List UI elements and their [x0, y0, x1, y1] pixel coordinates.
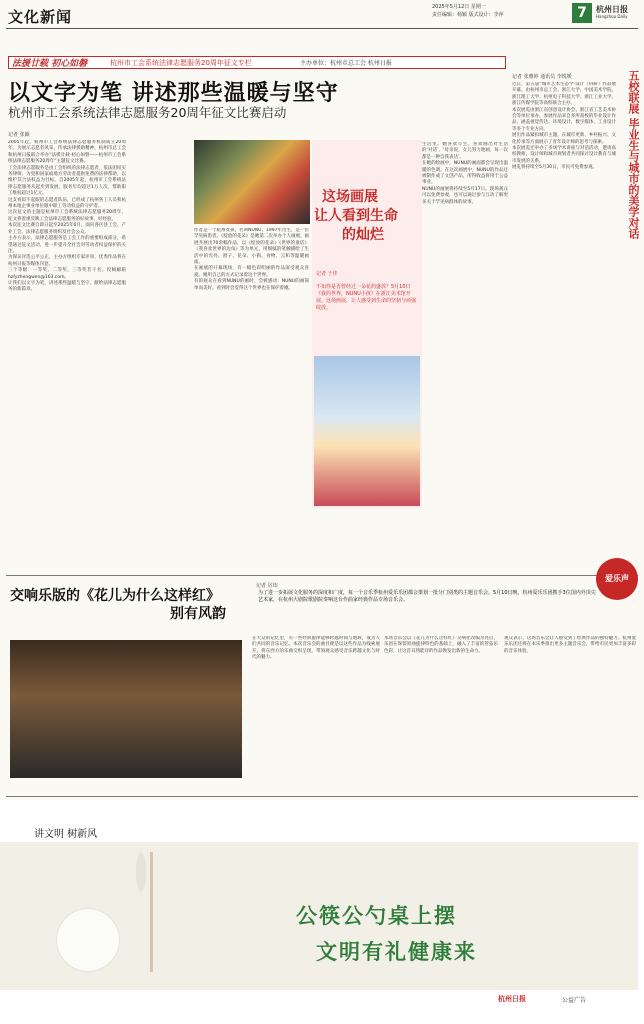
exhibition-intro: 不知你是否曾经过一朵花的盛放？5月10日《我的世界，NUNU小孩》在浙江美术馆开展。这场画展，让人感受到生命的坚韧与顽强绽放。	[316, 284, 417, 311]
editor-line: 责任编辑：杨颖 版式设计：李萍	[432, 12, 504, 18]
main-headline: 以文字为笔 讲述那些温暖与坚守	[8, 81, 339, 106]
plate-icon	[56, 908, 120, 972]
ad-divider	[6, 796, 638, 797]
lead-paragraph: 主办方表示，法律志愿服务是工会工作的重要组成部分，希望通过征文活动，进一步提升全社会对劳动者权益保护的关注。	[8, 236, 126, 254]
lead-article-body	[8, 140, 126, 506]
exhibition-paragraph: NUNU的画展将持续至5月17日。现场观众可以免费参观，也可以通过参与互动了解更多关于罕见病群体的故事。	[422, 186, 508, 205]
lead-paragraph: 这支看似不起眼的志愿者队伍，已经成了杭州各工人员和杭州本地企事业单位眼中职工劳动权益的守护者。	[8, 197, 126, 210]
concert-byline: 记者 厉玮	[256, 583, 278, 589]
lead-paragraph: 本次征文比赛自即日起至2025年6月，面向各区县工会、产业工会、法律志愿服务组织及社会公众。	[8, 223, 126, 235]
ad-footer-paper: 杭州日报	[498, 994, 526, 1003]
lead-paragraph: 三个等级：一等奖、二等奖、三等奖若干名。投稿邮箱hzfyzhengwen@163.com。	[8, 268, 126, 280]
sub-headline: 杭州市工会系统法律志愿服务20周年征文比赛启动	[8, 105, 287, 120]
ad-slogan-line1: 公筷公勺桌上摆	[296, 903, 457, 928]
lead-paragraph: 这次征文的主题是杭州市工会系统法律志愿服务20周年，征文将着重反映工会法律志愿服务的好故事、好经验。	[8, 210, 126, 222]
right-article-body	[512, 82, 616, 592]
concert-title-line1: 交响乐版的《花儿为什么这样红》	[10, 588, 220, 604]
spoon-icon	[136, 852, 146, 892]
lead-paragraph: 工会法律志愿服务是由工会组织的法律志愿者，依法团结实务律师，为党和国家或地方劳动者提供免费的法律帮助，以维护其合法权益为目标。自2005年起，杭州市工会系统法律志愿服务从起步到发展，服务年均超过1万人次，帮助职工维权超过1亿元。	[8, 165, 126, 197]
banner-slogan: 法援廿载 初心如磐	[12, 59, 88, 69]
right-paragraph: 展览将持续至5月30日，市民可免费参观。	[512, 165, 598, 171]
exhibition-paragraph: 生活里。她喜欢写生，喜欢画出对生活的‘对话’，‘母亲说，女儿努力地画，每一次都是一种自我表达’。	[422, 142, 508, 160]
exhibition-paragraph: 在她的绘画中，NUNU的画面都会呈现出温暖的色调。在这次画展中，NUNU的作品还被制作成了文创产品，所得收益将用于公益事业。	[422, 161, 508, 186]
lead-byline: 记者 张颖	[8, 132, 30, 138]
concert-body-col1	[252, 636, 380, 776]
section-title: 文化新闻	[8, 8, 73, 26]
ad-slogan-line2: 文明有礼健康来	[316, 939, 477, 964]
flower-painting-photo	[194, 140, 310, 224]
exhibition-body-right	[422, 142, 508, 508]
page-number-badge: 7	[572, 3, 592, 23]
concert-paragraph: 本场音乐会以《花儿为什么这样红》交响化改编为亮点，乐团在保留原曲旋律特色的基础上，融入了丰富的管弦乐色彩，让这首耳熟能详的作品焕发出新的生命力。	[384, 636, 498, 654]
exhibition-title-line3: 的灿烂	[342, 227, 384, 243]
exhibition-photo	[314, 356, 420, 506]
concert-title-line2: 别有风韵	[170, 606, 226, 622]
exhibition-byline: 记者 于佳	[316, 271, 338, 277]
top-rule	[6, 28, 638, 29]
concert-body-col2	[384, 636, 498, 776]
right-paragraph: 近日，第五届“城市艺术生态学·设计（科研）作品展开幕。由杭州市总工会、浙江大学、中国美术学院、浙江理工大学、杭州电子科技大学、浙江工业大学、浙江传媒学院等高校联合主办。	[512, 82, 616, 107]
lead-paragraph: 为保证评选公平公正，主办方组织专家评审，优秀作品将在杭州日报等媒体刊登。	[8, 255, 126, 267]
concert-column-badge: 爱乐声	[596, 558, 638, 600]
right-article-byline: 记者 张雅婷 通讯员 李锐媛	[512, 74, 572, 80]
lead-paragraph: 2005年起，杭州市工会系统法律志愿服务机制成立20周年。为展示志愿者风采，传承法律援助精神，杭州市总工会和杭州日报联合举办“法援廿载·初心如磐——杭州市工会系统法律志愿服务20周年”主题征文比赛。	[8, 140, 126, 165]
lead-paragraph: 让我们以文字为笔，讲述那些温暖与坚守，献给法律志愿服务的新篇章。	[8, 280, 126, 293]
paper-name: 杭州日报	[596, 4, 628, 14]
masthead-bar	[0, 0, 644, 30]
date-line: 2025年5月12日 星期一	[432, 4, 486, 10]
concert-paragraph: 观众表示，这场音乐会让人感受到了经典作品的独特魅力。杭州爱乐乐团还将在本乐季推出更多主题音乐会，带给市民更加丰富多彩的音乐体验。	[504, 636, 636, 654]
exhibition-title-line1: 这场画展	[322, 189, 378, 205]
exhibition-title-line2: 让人看到生命	[314, 208, 398, 224]
exhibition-paragraph: 有的观众在看到NUNU的画时，会被感动：NUNU的画简单而美好。看到时会觉得这个世界也在保护着她。	[194, 279, 309, 291]
right-paragraph: 本次展览由浙江省创意设计协会、浙江省工艺美术协会等单位承办。参展作品来自多所高校的毕业设计作品，涵盖视觉传达、环境设计、数字媒体、工业设计等多个专业方向。	[512, 107, 616, 132]
right-paragraph: 本次展览还举办了多场学术讲座与对话活动，邀请高校教师、设计师和城市规划者共同探讨设计教育与城市发展的关系。	[512, 146, 616, 164]
paper-sub: Hangzhou Daily	[596, 14, 628, 19]
banner-organizer: 主办单位：杭州市总工会 杭州日报	[300, 60, 392, 67]
ad-footer-label: 公益广告	[562, 997, 587, 1004]
section-divider	[6, 575, 638, 576]
concert-lead: 为了进一步拓展文化服务的深度和广度，每一个音乐季杭州爱乐乐团都会策划一批分门别类的主题音乐会。5月10日晚，杭州爱乐乐团携手3位国内外顶尖艺术家，在杭州大剧院歌剧院奏响这台作曲家经典作品专场音乐会。	[258, 590, 596, 603]
banner-series: 杭州市工会系统法律志愿服务20周年征文专栏	[110, 59, 252, 67]
concert-body-col3	[504, 636, 636, 776]
chopstick-icon	[150, 852, 153, 972]
exhibition-body-left	[194, 228, 309, 504]
exhibition-paragraph: 作者是一个杭州女孩，名叫NUNU，1997年出生，是一位罕见病患者。《绽放的花朵》是她第二次举办个人画展。画展共展出70余幅作品，以《绽放的花朵》《世界的童话》《我喜欢世界的边角》等为单元，用细腻的笔触描绘了生活中的光亮、窗子、花朵、小狗、食物、云和等温暖画面。	[194, 228, 309, 266]
exhibition-paragraph: 在画展的开幕现场，有一幅色彩明丽的作品深受观众喜爱。她用自己的方式记录着这个世界。	[194, 266, 309, 278]
right-paragraph: 展出作品紧扣城市主题，在城市更新、乡村振兴、文化传承等方面展示了青年设计师的思考与探索。	[512, 133, 616, 145]
right-article-title: 五校联展 毕业生与城市的美学对话	[627, 70, 640, 239]
ad-strap: 讲文明 树新风	[34, 829, 98, 840]
concert-paragraph: 在大众的记忆里，有一些经典旋律能够跨越时间与地域，成为人们共同的音乐记忆。本次音乐会的曲目便是以这些作品为线索展开，将东西方的乐曲交织呈现，带领观众感受音乐跨越文化与时代的魅力。	[252, 636, 380, 661]
concert-photo	[10, 640, 242, 778]
